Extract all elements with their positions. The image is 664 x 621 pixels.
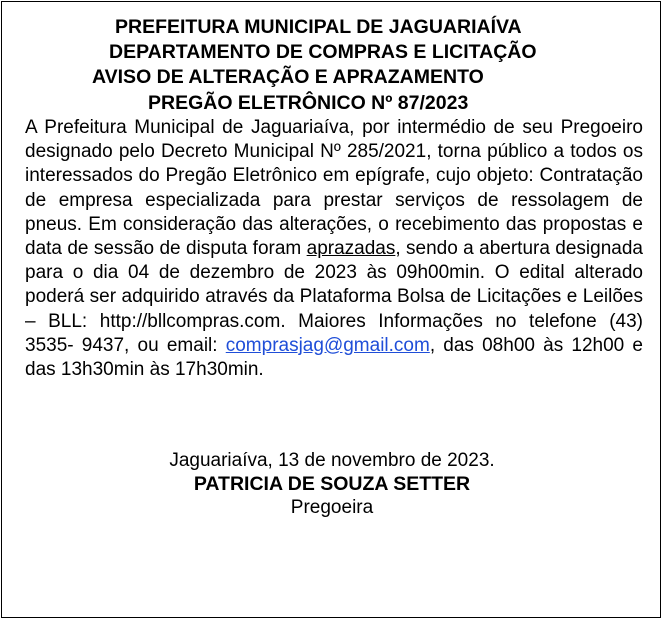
body-text-part-2: , sendo a abertura designada para o dia 04 de dezembro de 2023 às 09h00min. O edital alterado poderá ser adquirido através da Plataforma Bolsa de Licitações e Leilões – BLL: http://bllcompras.com. Maiores Informações no telefone (43) 3535- 9437, ou email: [25,238,643,356]
notice-body [25,116,643,382]
header-departamento: DEPARTAMENTO DE COMPRAS E LICITAÇÃO [109,41,537,63]
email-link[interactable]: comprasjag@gmail.com [225,334,430,356]
signer-name: PATRICIA DE SOUZA SETTER [193,473,471,495]
date-line: Jaguariaíva, 13 de novembro de 2023. [169,450,495,471]
header-prefeitura: PREFEITURA MUNICIPAL DE JAGUARIAÍVA [115,16,522,38]
underlined-word-aprazadas: aprazadas [306,238,396,260]
signer-role: Pregoeira [290,497,374,518]
header-aviso: AVISO DE ALTERAÇÃO E APRAZAMENTO [92,66,484,88]
header-pregao: PREGÃO ELETRÔNICO Nº 87/2023 [148,92,469,114]
body-text-part-3: , das 08h00 às 12h00 e das 13h30min às 17h30min. [25,334,643,381]
body-text-part-1: A Prefeitura Municipal de Jaguariaíva, por intermédio de seu Pregoeiro designado pelo Decreto Municipal Nº 285/2021, torna público a todos os interessados do Pregão Eletrônico em epígrafe, cujo objeto: Contratação de empresa especializada para prestar serviços de ressolagem de pneus. Em consideração das alterações, o recebimento das propostas e data de sessão de disputa foram [25,117,643,260]
